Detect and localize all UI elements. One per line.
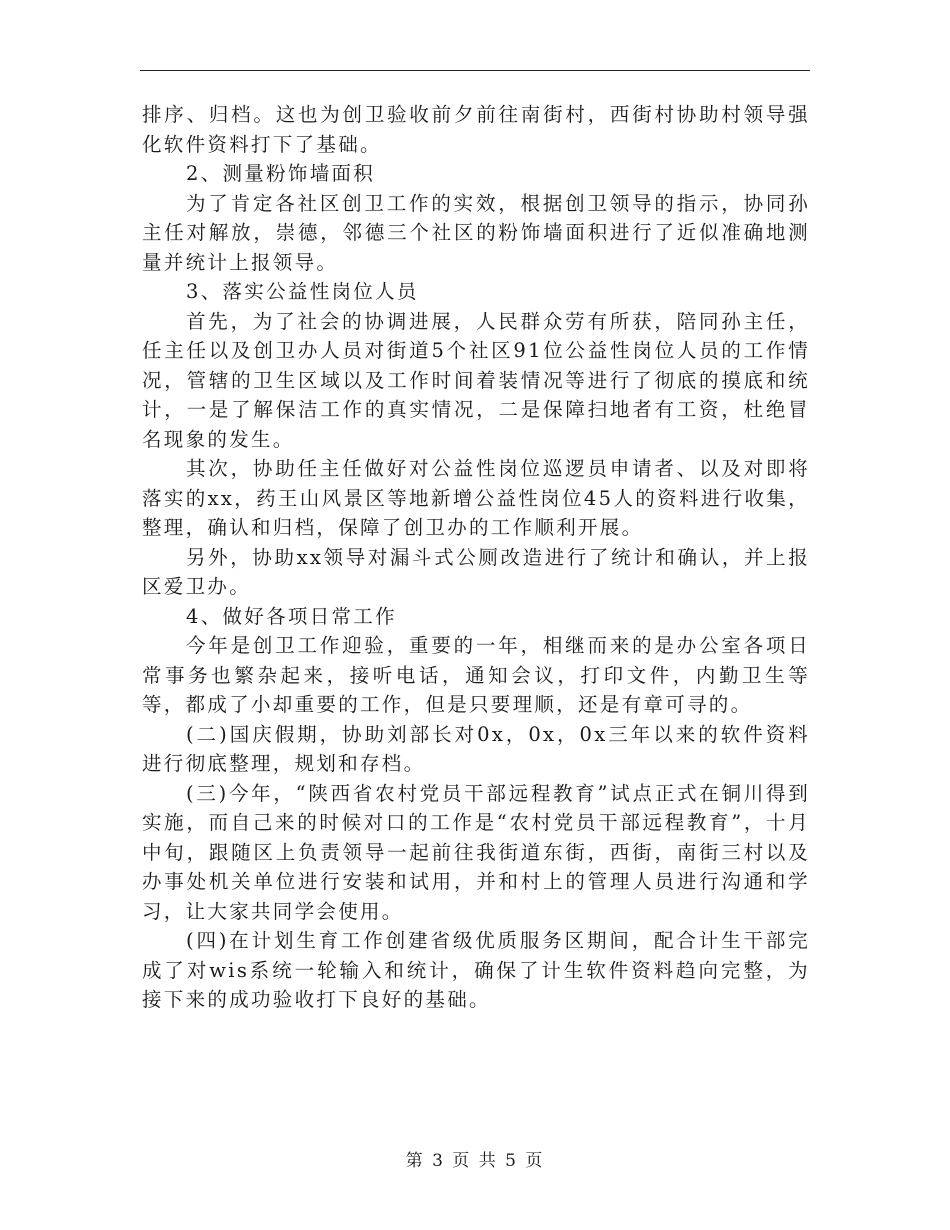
paragraph-wall-area: 为了肯定各社区创卫工作的实效，根据创卫领导的指示，协同孙主任对解放，崇德，邻德三个社区的粉饰墙面积进行了近似准确地测量并统计上报领导。 (142, 191, 810, 274)
header-rule (140, 70, 810, 71)
paragraph-national-day: (二)国庆假期，协助刘部长对0x，0x，0x三年以来的软件资料进行彻底整理，规划和存档。 (142, 722, 810, 775)
section-heading-3: 3、落实公益性岗位人员 (186, 280, 419, 303)
paragraph-family-planning: (四)在计划生育工作创建省级优质服务区期间，配合计生干部完成了对wis系统一轮输入和统计，确保了计生软件资料趋向完整，为接下来的成功验收打下良好的基础。 (142, 929, 810, 1011)
section-heading-2: 2、测量粉饰墙面积 (186, 162, 376, 185)
paragraph-first: 首先，为了社会的协调进展，人民群众劳有所获，陪同孙主任，任主任以及创卫办人员对街道5个社区91位公益性岗位人员的工作情况，管辖的卫生区域以及工作时间着装情况等进行了彻底的摸底和统计，一是了解保洁工作的真实情况，二是保障扫地者有工资，杜绝冒名现象的发生。 (142, 309, 810, 451)
section-heading-4: 4、做好各项日常工作 (186, 604, 397, 628)
paragraph-additionally: 另外，协助xx领导对漏斗式公厕改造进行了统计和确认，并上报区爱卫办。 (142, 545, 810, 598)
page-number-footer: 第 3 页 共 5 页 (405, 1151, 545, 1171)
document-body (142, 100, 810, 1015)
paragraph-daily-work: 今年是创卫工作迎验，重要的一年，相继而来的是办公室各项日常事务也繁杂起来，接听电话，通知会议，打印文件，内勤卫生等等，都成了小却重要的工作，但是只要理顺，还是有章可寻的。 (142, 634, 810, 716)
paragraph-second: 其次，协助任主任做好对公益性岗位巡逻员申请者、以及对即将落实的xx，药王山风景区等地新增公益性岗位45人的资料进行收集，整理，确认和归档，保障了创卫办的工作顺利开展。 (142, 457, 810, 539)
paragraph-remote-education: (三)今年，“陕西省农村党员干部远程教育”试点正式在铜川得到实施，而自己来的时候对口的工作是“农村党员干部远程教育”，十月中旬，跟随区上负责领导一起前往我街道东街，西街，南街三村以及办事处机关单位进行安装和试用，并和村上的管理人员进行沟通和学习，让大家共同学会使用。 (142, 781, 810, 923)
paragraph-continuation: 排序、归档。这也为创卫验收前夕前往南街村，西街村协助村领导强化软件资料打下了基础。 (142, 103, 810, 156)
